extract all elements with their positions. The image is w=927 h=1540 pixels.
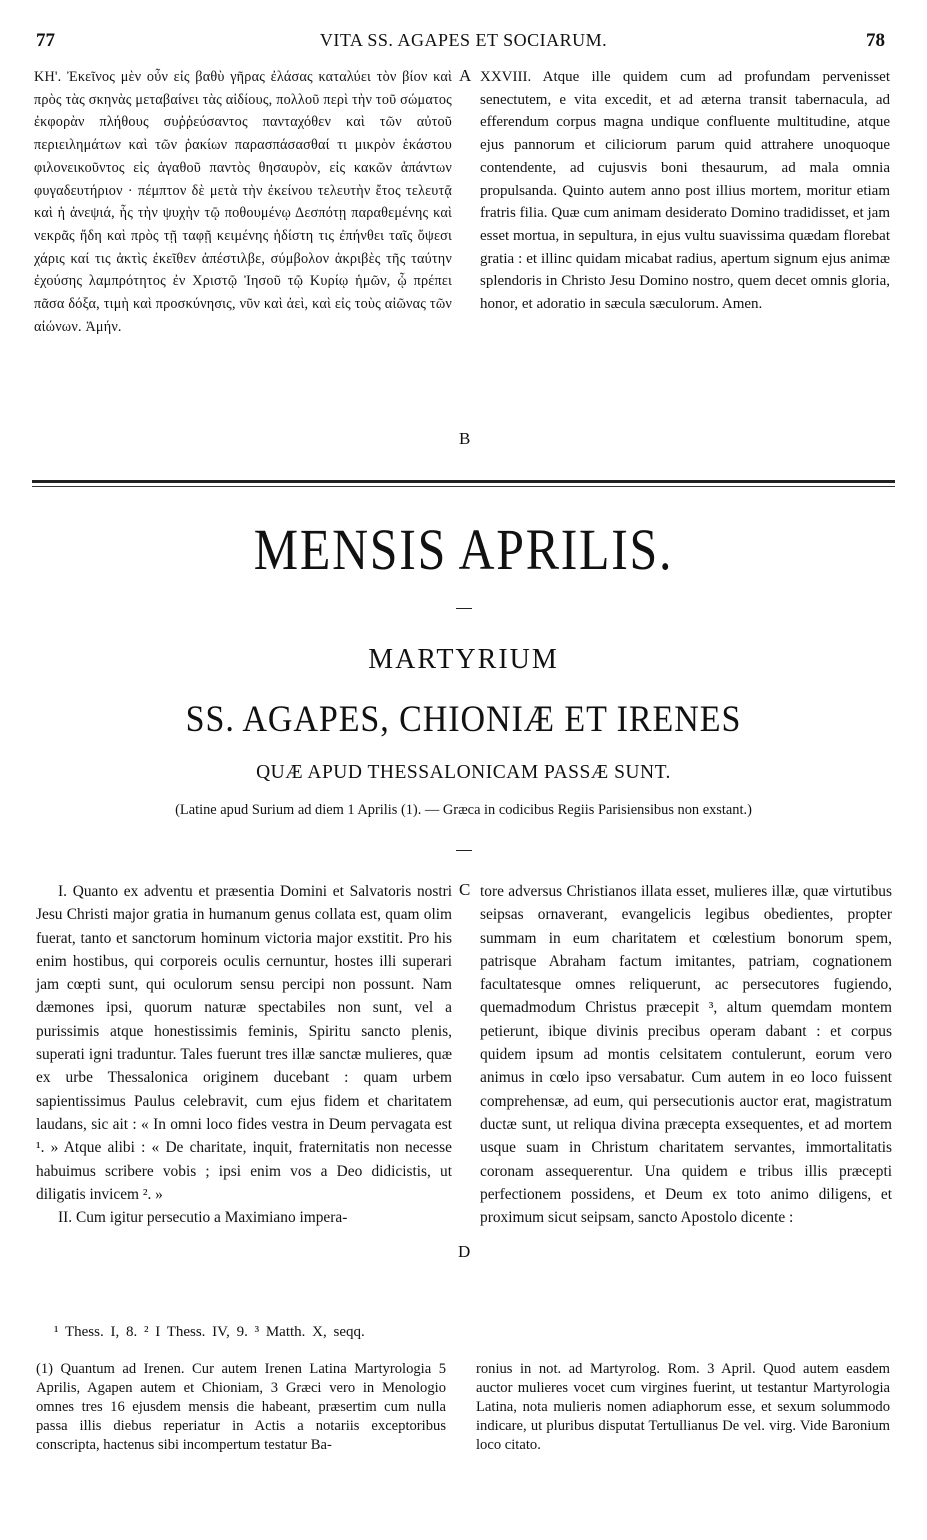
section-rule-thin bbox=[32, 486, 895, 487]
scripture-references: ¹ Thess. I, 8. ² I Thess. IV, 9. ³ Matth. X, seqq. bbox=[54, 1324, 365, 1340]
margin-marker-a: A bbox=[459, 66, 472, 85]
subtitle-location: QUÆ APUD THESSALONICAM PASSÆ SUNT. bbox=[256, 762, 671, 783]
main-title: MENSIS APRILIS. bbox=[253, 517, 674, 582]
latin-column-top: XXVIII. Atque ille quidem cum ad profundam pervenisset senectutem, e vita excedit, et ad æterna transit tabernacula, ad efferendum corpus magna undique confluente multitudine, atque ejus pannorum et ciliciorum parum quid attrahere unoquoque contendente, ad cujusvis boni thesaurum, ad mala omnia propulsanda. Quinto autem anno post illius mortem, moritur etiam fratris filia. Quæ cum animam desiderato Domino tradidisset, et jam esset mortua, in sepultura, in ejus vultu suavissima quædam florebat gratia : et illinc quidam micabat radius, apertum signum ejus animæ splendoris in Christo Jesu Domino nostro, quem decet omnis gloria, honor, et adoratio in sæcula sæculorum. Amen. bbox=[480, 69, 890, 313]
paragraph-2-start: II. Cum igitur persecutio a Maximiano impera- bbox=[58, 1209, 348, 1227]
body-left-column bbox=[36, 880, 452, 1229]
running-title: VITA SS. AGAPES ET SOCIARUM. bbox=[319, 30, 608, 50]
title-dash-2 bbox=[456, 850, 472, 851]
subtitle-saints: SS. AGAPES, CHIONIÆ ET IRENES bbox=[185, 699, 742, 740]
margin-marker-b: B bbox=[459, 429, 471, 448]
page-number-left: 77 bbox=[36, 30, 55, 51]
title-dash-1 bbox=[456, 608, 472, 609]
body-right-column: tore adversus Christianos illata esset, mulieres illæ, quæ virtutibus seipsas ornaverant, evangelicis legibus obedientes, propter summam in eum charitatem et cœlestium bonorum spem, patrisque Abraham factum imitantes, patriam, cognationem facultatesque omnes reliquerunt, ac persecutores fugiendo, quemadmodum Christus præcepit ³, altum quemdam montem petierunt, ibique divinis precibus operam dabant : et corpus quidem ipsum ad montis celsitatem contulerunt, eorum vero animus in cœlo ipso versabatur. Cum autem in eo loco fuissent comprehensæ, ad eum, qui persecutionis auctor erat, magistratum ductæ sunt, ut reliqua divina præcepta exsequentes, et ad mortem usque suam in Christum charitatem servantes, immortalitatis coronam assequerentur. Una quidem e tribus illis præcepti perfectionem possidens, et Deum ex toto animo diligens, et proximum sicut seipsam, sancto Apostolo dicente : bbox=[480, 883, 892, 1227]
footnote-right: ronius in not. ad Martyrolog. Rom. 3 April. Quod autem easdem auctor mulieres vocet cum virgines fuerint, ut testantur Martyrologia Latina, nota mulieris nomen adiaphorum esse, et sexum solummodo indicare, ut pluribus disputat Tertullianus De vel. virg. Vide Baronium loco citato. bbox=[476, 1361, 890, 1453]
paragraph-1: I. Quanto ex adventu et præsentia Domini et Salvatoris nostri Jesu Christi major gratia in humanum genus collata est, quam olim fuerat, tanto et sanctorum hominum victoria major exstitit. Pro his enim hostibus, qui corporeis oculis cernuntur, hostes illi superari jam cœpti sunt, qui oculorum sensu percipi non possunt. Nam dæmones ipsi, quorum naturæ spectabiles non sunt, vel a purissimis atque honestissimis feminis, Spiritu sancto plenis, superati igni traduntur. Tales fuerunt tres illæ sanctæ mulieres, quæ ex urbe Thessalonica originem ducebant : quam urbem sapientissimus Paulus celebravit, cum ejus fidem et charitatem laudans, sic ait : « In omni loco fides vestra in Deum pervagata est ¹. » Atque alibi : « De charitate, inquit, fraternitatis non necesse habuimus scribere vobis ; ipsi enim vos a Deo didicistis, ut diligatis invicem ². » bbox=[36, 883, 452, 1203]
source-note: (Latine apud Surium ad diem 1 Aprilis (1). — Græca in codicibus Regiis Parisiensibus non exstant.) bbox=[175, 802, 752, 818]
subtitle-martyrium: MARTYRIUM bbox=[368, 644, 559, 675]
footnote-left: (1) Quantum ad Irenen. Cur autem Irenen Latina Martyrologia 5 Aprilis, Agapen autem et Chioniam, 3 Græci vero in Menologio omnes tres 16 ejusdem mensis die habeant, præsertim cum nulla passa illis diebus reperiatur in Actis a notariis exceptoribus conscripta, hactenus sibi incompertum testatur Ba- bbox=[36, 1361, 446, 1453]
section-rule-thick bbox=[32, 480, 895, 483]
page-number-right: 78 bbox=[866, 30, 885, 51]
greek-column: ΚΗ'. Ἐκεῖνος μὲν οὖν εἰς βαθὺ γῆρας ἐλάσας καταλύει τὸν βίον καὶ πρὸς τὰς σκηνὰς μεταβαίνει τὰς αἰδίους, πολλοῦ περὶ τὴν τοῦ σώματος ἐκφορὰν πλήθους συῤῥεύσαντος πανταχόθεν καὶ τῶν αὐτοῦ περιειλημάτων καὶ τῶν ῥακίων παρασπάσασθαί τι μικρὸν ἑκάστου φιλονεικοῦντος εἰς ἀγαθοῦ παντὸς θησαυρὸν, εἰς κακῶν ἁπάντων φυγαδευτήριον · πέμπτον δὲ μετὰ τὴν ἐκείνου τελευτὴν ἔτος τελευτᾷ καὶ ἡ ἀνεψιά, ἧς τὴν ψυχὴν τῷ ποθουμένῳ Δεσπότῃ παραθεμένης καὶ νεκρᾶς ἤδη καὶ πρὸς τῇ ταφῇ κειμένης ἡδίστη τις ἐπήνθει ταῖς ὄψεσι χάρις καί τις ἀκτὶς ἐκεῖθεν ἀπέστιλβε, σύμβολον ἀκριβὲς τῆς ταύτην ἐχούσης λαμπρότητος ἐν Χριστῷ Ἰησοῦ τῷ Κυρίῳ ἡμῶν, ᾧ πρέπει πᾶσα δόξα, τιμὴ καὶ προσκύνησις, νῦν καὶ ἀεὶ, καὶ εἰς τοὺς αἰῶνας τῶν αἰώνων. Ἀμήν. bbox=[34, 69, 452, 335]
margin-marker-d: D bbox=[458, 1242, 471, 1261]
margin-marker-c: C bbox=[459, 880, 471, 899]
